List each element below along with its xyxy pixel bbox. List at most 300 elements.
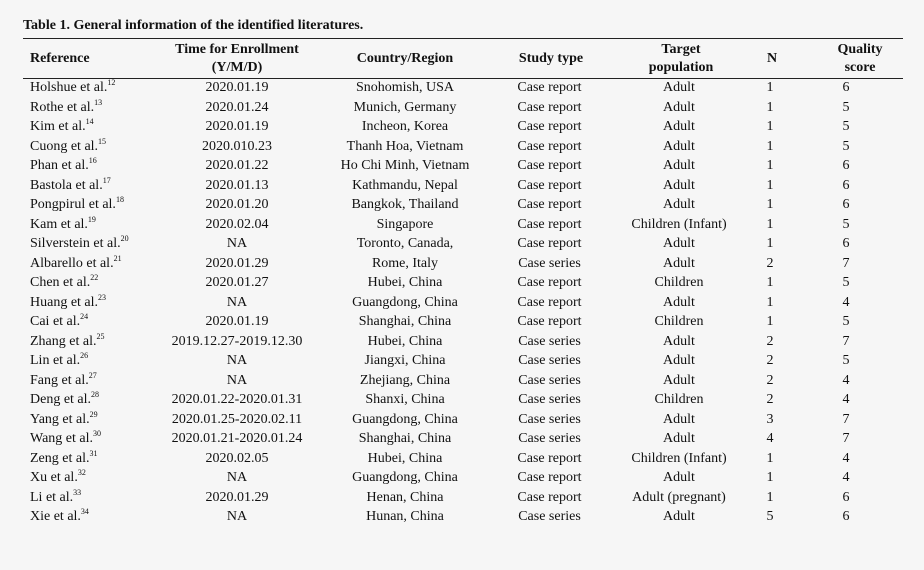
- country-cell-text: Hubei, China: [367, 450, 443, 466]
- country-cell-text: Munich, Germany: [353, 99, 457, 115]
- quality-score-cell: [789, 78, 903, 98]
- n-cell-text: 2: [766, 255, 774, 271]
- table-row: [23, 215, 903, 235]
- citation-number: 19: [87, 214, 96, 224]
- quality-score-cell-text: 4: [842, 450, 850, 466]
- table-row: [23, 488, 903, 508]
- n-cell: [751, 117, 789, 137]
- time-cell-text: 2020.01.25-2020.02.11: [171, 411, 303, 427]
- n-cell: [751, 156, 789, 176]
- n-cell-text: 3: [766, 411, 774, 427]
- reference-cell: [23, 332, 156, 352]
- country-cell-text: Zhejiang, China: [359, 372, 451, 388]
- target-cell-text: Adult: [663, 509, 695, 524]
- country-cell: [318, 254, 492, 274]
- header-target-line2: population: [648, 60, 714, 75]
- country-cell-text: Shanghai, China: [358, 431, 452, 446]
- target-cell-text: Adult: [663, 255, 695, 271]
- quality-score-cell: [789, 273, 903, 293]
- country-cell: [318, 351, 492, 371]
- time-cell-text: 2020.01.29: [205, 489, 269, 505]
- table-row: [23, 332, 903, 352]
- time-cell-text: 2020.01.27: [205, 275, 269, 290]
- country-cell: [318, 410, 492, 430]
- study-type-cell: [492, 98, 607, 118]
- study-type-cell-text: Case report: [517, 119, 582, 134]
- country-cell-text: Guangdong, China: [352, 411, 458, 427]
- reference-cell-text: Pongpirul et al.: [30, 197, 116, 212]
- time-cell: [156, 488, 318, 508]
- n-cell-text: 1: [766, 294, 774, 310]
- country-cell: [318, 78, 492, 98]
- citation-number: 13: [94, 97, 103, 107]
- citation-number: 18: [115, 195, 124, 204]
- time-cell-text: NA: [226, 353, 248, 368]
- country-cell-text: Snohomish, USA: [355, 80, 455, 95]
- time-cell: [156, 78, 318, 98]
- country-cell: [318, 390, 492, 410]
- study-type-cell: [492, 390, 607, 410]
- n-cell: [751, 254, 789, 274]
- reference-cell: [23, 390, 156, 410]
- quality-score-cell: [789, 195, 903, 215]
- reference-cell: [23, 449, 156, 469]
- citation-number: 30: [93, 429, 102, 438]
- target-cell-text: Adult: [663, 158, 695, 173]
- citation-number: 27: [88, 370, 97, 380]
- reference-cell-text: Zeng et al.: [30, 450, 90, 466]
- quality-score-cell: [789, 215, 903, 235]
- quality-score-cell-text: 5: [842, 99, 850, 115]
- study-type-cell-text: Case report: [517, 138, 582, 154]
- reference-cell: [23, 98, 156, 118]
- table-row: [23, 371, 903, 391]
- target-cell-text: Adult: [663, 431, 695, 446]
- target-cell-text: Children (Infant): [631, 450, 727, 466]
- time-cell: [156, 254, 318, 274]
- study-type-cell: [492, 215, 607, 235]
- n-cell: [751, 215, 789, 235]
- table-row: [23, 351, 903, 371]
- quality-score-cell: [789, 390, 903, 410]
- time-cell-text: NA: [226, 236, 248, 251]
- country-cell-text: Guangdong, China: [352, 294, 458, 310]
- table-row: [23, 410, 903, 430]
- citation-number: 34: [80, 507, 89, 516]
- n-cell-text: 1: [766, 177, 774, 193]
- country-cell-text: Ho Chi Minh, Vietnam: [340, 158, 470, 173]
- n-cell: [751, 429, 789, 449]
- table-row: [23, 390, 903, 410]
- study-type-cell: [492, 273, 607, 293]
- table-row: [23, 78, 903, 98]
- time-cell: [156, 234, 318, 254]
- citation-number: 14: [85, 117, 94, 126]
- reference-cell-text: Cuong et al.: [30, 138, 99, 154]
- table-row: [23, 156, 903, 176]
- reference-cell: [23, 137, 156, 157]
- quality-score-cell: [789, 234, 903, 254]
- reference-cell-text: Huang et al.: [30, 294, 99, 310]
- target-cell: [607, 507, 751, 527]
- reference-cell-text: Fang et al.: [30, 372, 89, 388]
- n-cell: [751, 98, 789, 118]
- quality-score-cell-text: 4: [842, 392, 850, 407]
- quality-score-cell-text: 6: [842, 158, 850, 173]
- country-cell: [318, 273, 492, 293]
- study-type-cell: [492, 410, 607, 430]
- table-row: [23, 117, 903, 137]
- study-type-cell: [492, 468, 607, 488]
- reference-cell-text: Phan et al.: [30, 158, 89, 173]
- time-cell-text: 2020.02.04: [205, 216, 269, 232]
- target-cell: [607, 332, 751, 352]
- country-cell: [318, 371, 492, 391]
- table-row: [23, 449, 903, 469]
- study-type-cell: [492, 234, 607, 254]
- header-target: [618, 40, 744, 78]
- country-cell-text: Henan, China: [366, 489, 444, 505]
- time-cell: [156, 156, 318, 176]
- n-cell: [751, 234, 789, 254]
- time-cell: [156, 410, 318, 430]
- citation-number: 15: [98, 136, 107, 146]
- quality-score-cell-text: 4: [842, 470, 850, 485]
- citation-number: 17: [102, 175, 111, 185]
- study-type-cell-text: Case report: [517, 99, 582, 115]
- target-cell: [607, 390, 751, 410]
- reference-cell: [23, 488, 156, 508]
- study-type-cell-text: Case report: [517, 275, 582, 290]
- time-cell: [156, 449, 318, 469]
- time-cell: [156, 215, 318, 235]
- time-cell: [156, 195, 318, 215]
- table-row: [23, 468, 903, 488]
- time-cell: [156, 98, 318, 118]
- n-cell: [751, 195, 789, 215]
- citation-number: 28: [91, 390, 100, 399]
- reference-cell: [23, 117, 156, 137]
- quality-score-cell: [789, 507, 903, 527]
- time-cell: [156, 117, 318, 137]
- time-cell: [156, 293, 318, 313]
- time-cell: [156, 468, 318, 488]
- study-type-cell-text: Case report: [517, 294, 582, 310]
- quality-score-cell: [789, 351, 903, 371]
- target-cell: [607, 371, 751, 391]
- reference-cell: [23, 195, 156, 215]
- study-type-cell: [492, 176, 607, 196]
- study-type-cell: [492, 371, 607, 391]
- quality-score-cell-text: 6: [842, 236, 850, 251]
- reference-cell-text: Deng et al.: [30, 392, 92, 407]
- reference-cell: [23, 156, 156, 176]
- reference-cell-text: Cai et al.: [30, 314, 81, 329]
- n-cell-text: 1: [766, 314, 774, 329]
- quality-score-cell-text: 4: [842, 294, 850, 310]
- time-cell-text: NA: [226, 470, 248, 485]
- header-n-label: N: [766, 51, 778, 66]
- table-row: [23, 273, 903, 293]
- study-type-cell-text: Case report: [517, 236, 582, 251]
- country-cell-text: Hubei, China: [367, 275, 443, 290]
- table-row: [23, 429, 903, 449]
- quality-score-cell: [789, 488, 903, 508]
- reference-cell-text: Holshue et al.: [30, 80, 108, 95]
- reference-cell: [23, 351, 156, 371]
- reference-cell-text: Yang et al.: [30, 411, 90, 427]
- quality-score-cell-text: 5: [842, 314, 850, 329]
- country-cell-text: Toronto, Canada,: [356, 236, 454, 251]
- reference-cell-text: Xie et al.: [30, 509, 81, 524]
- quality-score-cell: [789, 176, 903, 196]
- time-cell-text: 2020.01.19: [205, 119, 269, 134]
- header-study-type: [500, 40, 602, 78]
- target-cell-text: Adult: [663, 80, 695, 95]
- reference-cell: [23, 410, 156, 430]
- study-type-cell: [492, 254, 607, 274]
- target-cell-text: Adult: [663, 99, 695, 115]
- n-cell: [751, 507, 789, 527]
- n-cell-text: 1: [766, 216, 774, 232]
- time-cell: [156, 507, 318, 527]
- n-cell-text: 1: [766, 236, 774, 251]
- country-cell-text: Hunan, China: [366, 509, 444, 524]
- header-time: [156, 40, 318, 78]
- reference-cell: [23, 312, 156, 332]
- citation-number: 32: [77, 468, 86, 477]
- quality-score-cell: [789, 449, 903, 469]
- n-cell-text: 1: [766, 80, 774, 95]
- table-body: [23, 78, 903, 527]
- header-study-type-label: Study type: [518, 51, 584, 66]
- quality-score-cell: [789, 293, 903, 313]
- target-cell: [607, 156, 751, 176]
- time-cell: [156, 312, 318, 332]
- target-cell: [607, 234, 751, 254]
- time-cell-text: NA: [226, 509, 248, 524]
- target-cell: [607, 312, 751, 332]
- target-cell-text: Adult: [663, 353, 695, 368]
- n-cell: [751, 488, 789, 508]
- target-cell-text: Adult: [663, 119, 695, 134]
- quality-score-cell: [789, 468, 903, 488]
- reference-cell: [23, 293, 156, 313]
- citation-number: 22: [90, 273, 99, 282]
- n-cell: [751, 78, 789, 98]
- country-cell-text: Shanxi, China: [365, 392, 445, 407]
- target-cell: [607, 117, 751, 137]
- table-row: [23, 195, 903, 215]
- country-cell: [318, 234, 492, 254]
- header-time-line1: Time for Enrollment: [175, 42, 299, 57]
- target-cell-text: Children: [654, 392, 704, 407]
- n-cell: [751, 390, 789, 410]
- table-caption: Table 1. General information of the identified literatures.: [23, 18, 364, 33]
- country-cell: [318, 215, 492, 235]
- quality-score-cell-text: 6: [842, 509, 850, 524]
- reference-cell: [23, 371, 156, 391]
- reference-cell-text: Chen et al.: [30, 275, 91, 290]
- table-row: [23, 234, 903, 254]
- country-cell: [318, 449, 492, 469]
- citation-number: 23: [98, 292, 107, 302]
- n-cell-text: 5: [766, 509, 774, 524]
- target-cell-text: Adult: [663, 197, 695, 212]
- quality-score-cell-text: 6: [842, 80, 850, 95]
- target-cell-text: Children (Infant): [631, 216, 727, 232]
- target-cell: [607, 78, 751, 98]
- study-type-cell-text: Case report: [517, 314, 582, 329]
- time-cell: [156, 429, 318, 449]
- quality-score-cell: [789, 117, 903, 137]
- citation-number: 26: [80, 351, 89, 360]
- time-cell: [156, 137, 318, 157]
- target-cell: [607, 429, 751, 449]
- reference-cell-text: Silverstein et al.: [30, 236, 121, 251]
- study-type-cell-text: Case report: [517, 450, 582, 466]
- time-cell-text: 2020.02.05: [205, 450, 269, 466]
- n-cell-text: 1: [766, 470, 774, 485]
- time-cell-text: 2020.010.23: [202, 138, 272, 154]
- reference-cell-text: Kim et al.: [30, 119, 86, 134]
- study-type-cell: [492, 488, 607, 508]
- quality-score-cell: [789, 312, 903, 332]
- reference-cell-text: Zhang et al.: [30, 333, 97, 349]
- study-type-cell-text: Case series: [518, 255, 581, 271]
- quality-score-cell-text: 7: [842, 333, 850, 349]
- n-cell-text: 2: [766, 333, 774, 349]
- country-cell: [318, 156, 492, 176]
- reference-cell: [23, 176, 156, 196]
- country-cell: [318, 312, 492, 332]
- study-type-cell: [492, 78, 607, 98]
- target-cell: [607, 254, 751, 274]
- n-cell: [751, 449, 789, 469]
- target-cell-text: Children: [654, 314, 704, 329]
- n-cell: [751, 371, 789, 391]
- country-cell-text: Shanghai, China: [358, 314, 452, 329]
- target-cell: [607, 351, 751, 371]
- target-cell-text: Adult: [663, 177, 695, 193]
- reference-cell: [23, 429, 156, 449]
- study-type-cell-text: Case report: [517, 470, 582, 485]
- quality-score-cell-text: 6: [842, 489, 850, 505]
- target-cell-text: Adult: [663, 294, 695, 310]
- target-cell: [607, 137, 751, 157]
- study-type-cell: [492, 312, 607, 332]
- table-row: [23, 98, 903, 118]
- time-cell-text: 2020.01.20: [205, 197, 269, 212]
- study-type-cell: [492, 449, 607, 469]
- study-type-cell: [492, 117, 607, 137]
- study-type-cell: [492, 137, 607, 157]
- citation-number: 33: [73, 487, 82, 497]
- n-cell-text: 2: [766, 353, 774, 368]
- quality-score-cell: [789, 410, 903, 430]
- table-row: [23, 507, 903, 527]
- n-cell: [751, 137, 789, 157]
- quality-score-cell-text: 5: [842, 353, 850, 368]
- time-cell-text: 2020.01.21-2020.01.24: [171, 431, 303, 446]
- reference-cell-text: Rothe et al.: [30, 99, 95, 115]
- citation-number: 25: [96, 331, 105, 341]
- reference-cell-text: Kam et al.: [30, 216, 88, 232]
- citation-number: 24: [80, 312, 89, 321]
- n-cell: [751, 332, 789, 352]
- study-type-cell: [492, 293, 607, 313]
- target-cell: [607, 176, 751, 196]
- reference-cell-text: Li et al.: [30, 489, 74, 505]
- header-reference: [30, 40, 90, 78]
- time-cell: [156, 390, 318, 410]
- country-cell: [318, 332, 492, 352]
- study-type-cell: [492, 351, 607, 371]
- n-cell-text: 4: [766, 431, 774, 446]
- quality-score-cell: [789, 156, 903, 176]
- n-cell-text: 1: [766, 489, 774, 505]
- quality-score-cell: [789, 429, 903, 449]
- time-cell-text: 2020.01.22-2020.01.31: [171, 392, 303, 407]
- study-type-cell-text: Case series: [518, 372, 581, 388]
- quality-score-cell-text: 7: [842, 411, 850, 427]
- header-quality-line2: score: [844, 60, 876, 75]
- country-cell: [318, 429, 492, 449]
- n-cell: [751, 410, 789, 430]
- time-cell-text: 2020.01.13: [205, 177, 269, 193]
- reference-cell: [23, 507, 156, 527]
- time-cell-text: NA: [226, 372, 248, 388]
- target-cell-text: Adult: [663, 333, 695, 349]
- study-type-cell: [492, 429, 607, 449]
- study-type-cell-text: Case report: [517, 158, 582, 173]
- citation-number: 31: [89, 448, 98, 458]
- country-cell-text: Hubei, China: [367, 333, 443, 349]
- quality-score-cell-text: 5: [842, 216, 850, 232]
- citation-number: 16: [88, 156, 97, 165]
- table-row: [23, 137, 903, 157]
- target-cell: [607, 195, 751, 215]
- country-cell-text: Bangkok, Thailand: [351, 197, 459, 212]
- citation-number: 20: [120, 234, 129, 243]
- country-cell-text: Jiangxi, China: [364, 353, 446, 368]
- table-row: [23, 176, 903, 196]
- time-cell: [156, 176, 318, 196]
- n-cell-text: 1: [766, 99, 774, 115]
- reference-cell-text: Albarello et al.: [30, 255, 114, 271]
- n-cell-text: 1: [766, 275, 774, 290]
- quality-score-cell-text: 6: [842, 177, 850, 193]
- quality-score-cell-text: 5: [842, 275, 850, 290]
- target-cell: [607, 215, 751, 235]
- country-cell-text: Incheon, Korea: [361, 119, 449, 134]
- country-cell: [318, 293, 492, 313]
- time-cell-text: 2020.01.19: [205, 314, 269, 329]
- study-type-cell-text: Case report: [517, 80, 582, 95]
- study-type-cell: [492, 156, 607, 176]
- reference-cell-text: Xu et al.: [30, 470, 78, 485]
- target-cell: [607, 98, 751, 118]
- citation-number: 12: [107, 78, 116, 87]
- time-cell: [156, 371, 318, 391]
- n-cell-text: 1: [766, 197, 774, 212]
- time-cell-text: 2019.12.27-2019.12.30: [171, 333, 303, 349]
- target-cell: [607, 449, 751, 469]
- quality-score-cell: [789, 254, 903, 274]
- header-reference-label: Reference: [30, 51, 90, 66]
- target-cell: [607, 273, 751, 293]
- country-cell-text: Thanh Hoa, Vietnam: [346, 138, 464, 154]
